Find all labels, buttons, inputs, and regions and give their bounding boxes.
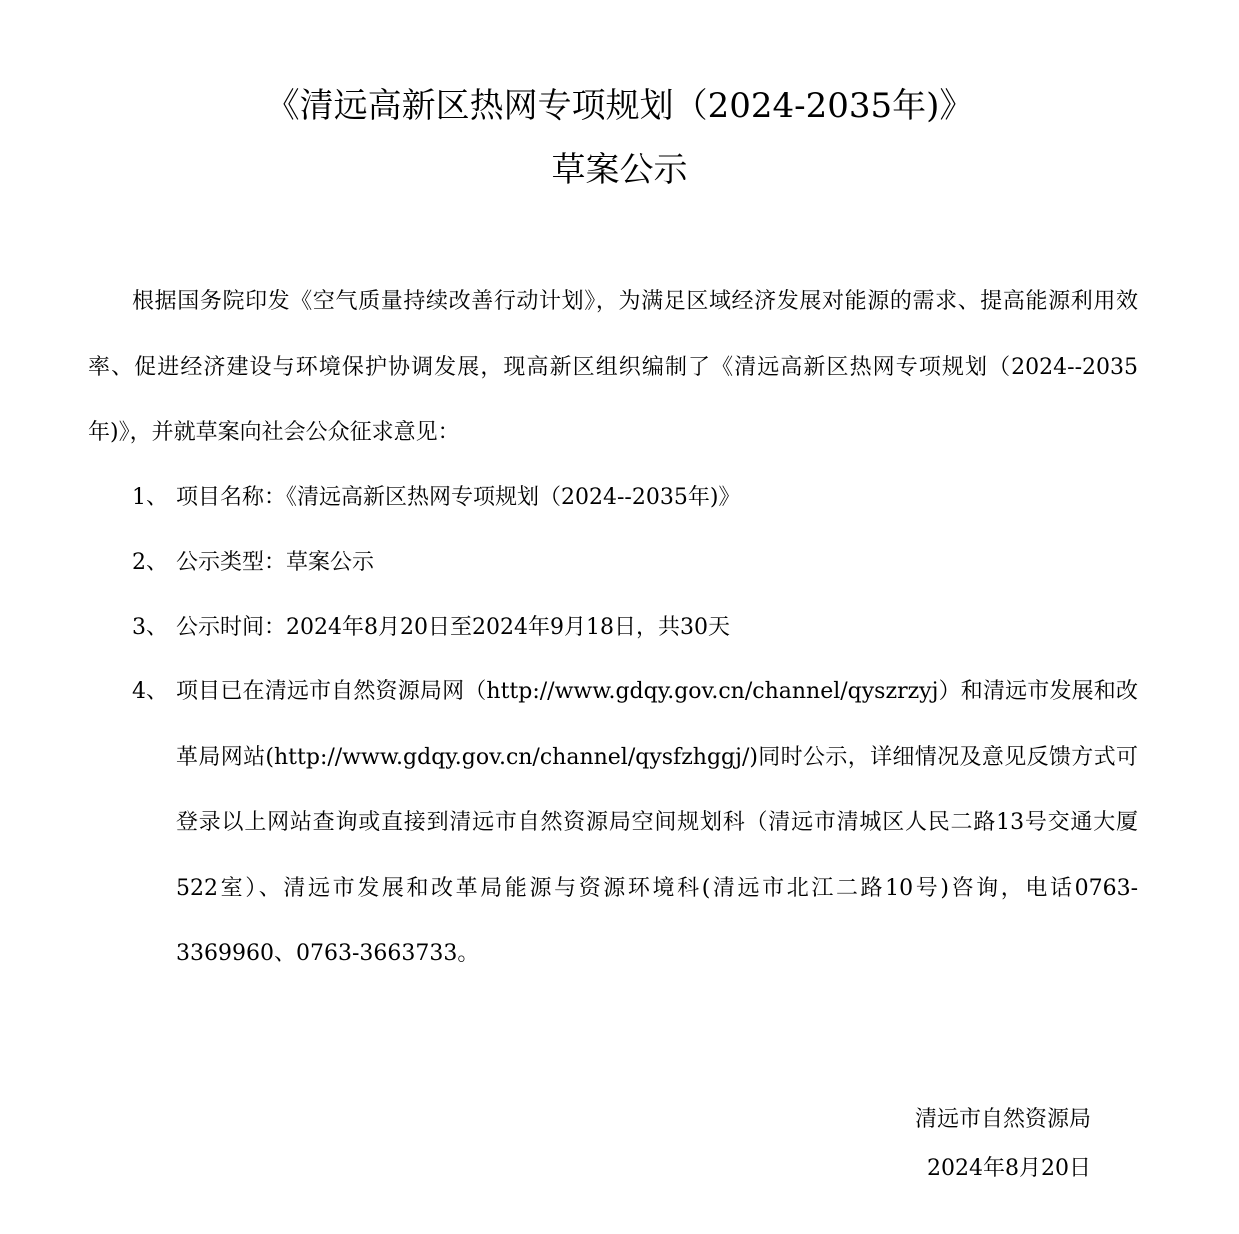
list-item — [88, 595, 1138, 661]
list-item-text: 项目已在清远市自然资源局网（http://www.gdqy.gov.cn/channel/qyszrzyj）和清远市发展和改革局网站(http://www.gdqy.gov.cn/channel/qysfzhggj/)同时公示，详细情况及意见反馈方式可登录以上网站查询或直接到清远市自然资源局空间规划科（清远市清城区人民二路13号交通大厦522室）、清远市发展和改革局能源与资源环境科(清远市北江二路10号)咨询，电话0763-3369960、0763-3663733。 — [176, 679, 1138, 966]
list-item-text: 公示时间：2024年8月20日至2024年9月18日，共30天 — [176, 615, 730, 640]
list-item — [88, 659, 1138, 987]
list-item-number: 2、 — [132, 550, 168, 575]
list-item-text: 公示类型：草案公示 — [176, 550, 375, 575]
document-subtitle: 草案公示 — [551, 150, 688, 190]
signature-date: 2024年8月20日 — [927, 1156, 1091, 1181]
signature-organization: 清远市自然资源局 — [914, 1107, 1091, 1132]
list-item-number: 1、 — [132, 485, 168, 510]
intro-paragraph: 根据国务院印发《空气质量持续改善行动计划》，为满足区域经济发展对能源的需求、提高能源利用效率、促进经济建设与环境保护协调发展，现高新区组织编制了《清远高新区热网专项规划（2024--2035年)》，并就草案向社会公众征求意见： — [88, 289, 1138, 445]
list-item-text: 项目名称：《清远高新区热网专项规划（2024--2035年)》 — [176, 485, 741, 510]
list-item — [88, 530, 1138, 596]
document-title: 《清远高新区热网专项规划（2024-2035年)》 — [265, 86, 974, 126]
list-item — [88, 465, 1138, 531]
list-item-number: 4、 — [132, 679, 168, 704]
list-item-number: 3、 — [132, 615, 168, 640]
